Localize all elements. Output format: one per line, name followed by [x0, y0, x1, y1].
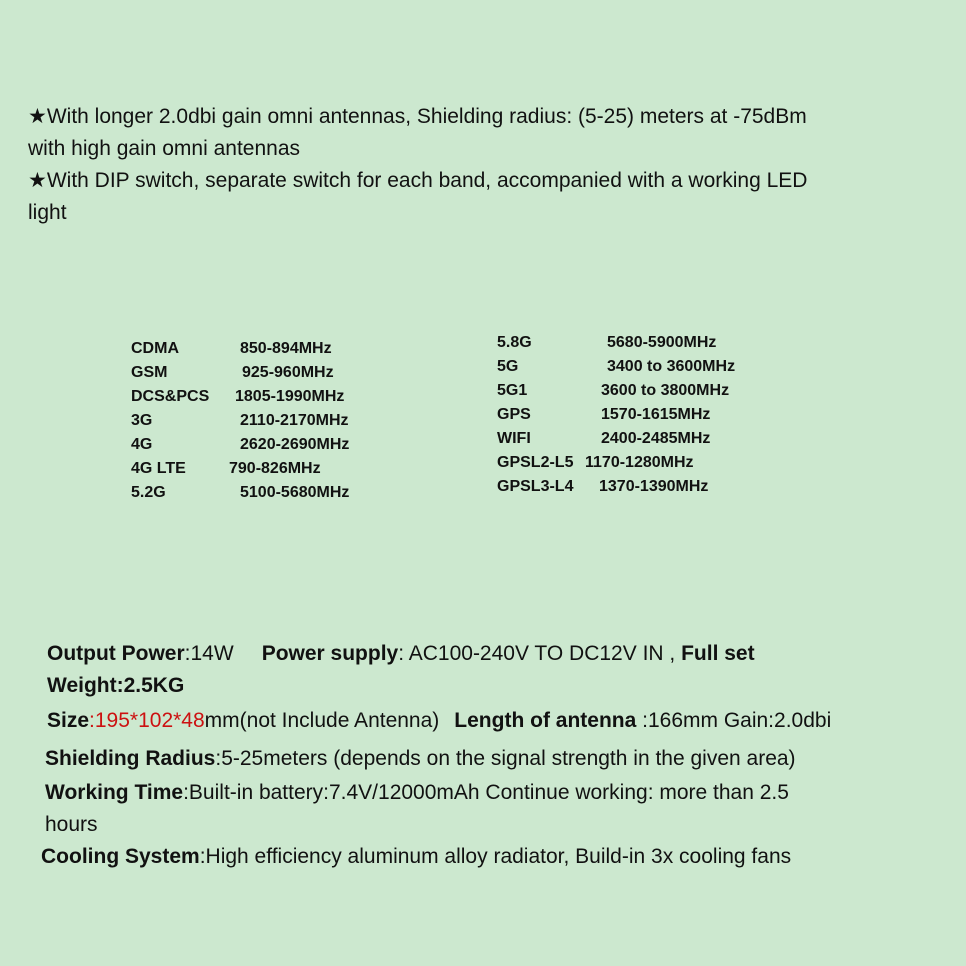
band-name: DCS&PCS [131, 388, 210, 405]
full-set-label: Full set [681, 642, 755, 665]
band-row [131, 361, 411, 385]
band-name: 5.2G [131, 484, 166, 501]
band-row [497, 355, 797, 379]
spec-weight-line [47, 674, 184, 698]
band-row [131, 481, 411, 505]
cooling-value: :High efficiency aluminum alloy radiator, Build-in 3x cooling fans [199, 845, 792, 868]
antenna-length-value: :166mm Gain:2.0dbi [636, 709, 832, 732]
band-name: 3G [131, 412, 153, 429]
band-name: 4G LTE [131, 460, 186, 477]
band-name: 5G [497, 358, 519, 375]
band-range: 790-826MHz [229, 460, 321, 477]
band-name: GSM [131, 364, 168, 381]
band-name: 4G [131, 436, 153, 453]
working-time-label: Working Time [45, 781, 184, 804]
band-name: 5G1 [497, 382, 528, 399]
spec-cooling-line [41, 845, 791, 869]
band-range: 850-894MHz [240, 340, 332, 357]
output-power-label: Output Power [47, 642, 185, 665]
band-row [497, 331, 797, 355]
feature-item: ★With longer 2.0dbi gain omni antennas, Shielding radius: (5-25) meters at -75dBm with high gain omni antennas [28, 105, 807, 160]
band-row [131, 409, 411, 433]
band-range: 1570-1615MHz [601, 406, 711, 423]
spec-working-time-line [45, 781, 789, 805]
band-table-left [131, 337, 411, 505]
band-row [131, 433, 411, 457]
band-row [497, 379, 797, 403]
shielding-value: :5-25meters (depends on the signal strength in the given area) [215, 747, 796, 770]
feature-list [28, 101, 943, 229]
feature-item: ★With DIP switch, separate switch for each band, accompanied with a working LED light [28, 169, 808, 224]
band-name: 5.8G [497, 334, 532, 351]
star-icon: ★ [28, 105, 47, 128]
power-supply-value: : AC100-240V TO DC12V IN , [398, 642, 676, 665]
band-name: GPSL2-L5 [497, 454, 574, 471]
band-range: 1370-1390MHz [599, 478, 709, 495]
band-name: WIFI [497, 430, 531, 447]
shielding-label: Shielding Radius [45, 747, 216, 770]
band-range: 2400-2485MHz [601, 430, 711, 447]
star-icon: ★ [28, 169, 47, 192]
weight-label: Weight:2.5KG [47, 674, 185, 697]
band-range: 3400 to 3600MHz [607, 358, 736, 375]
cooling-label: Cooling System [41, 845, 200, 868]
band-name: GPS [497, 406, 531, 423]
size-suffix: mm(not Include Antenna) [204, 709, 440, 732]
antenna-length-label: Length of antenna [454, 709, 637, 732]
band-range: 1170-1280MHz [585, 454, 694, 471]
band-range: 3600 to 3800MHz [601, 382, 730, 399]
band-row [497, 451, 797, 475]
power-supply-label: Power supply [261, 642, 399, 665]
band-range: 5680-5900MHz [607, 334, 717, 351]
band-row [497, 403, 797, 427]
output-power-value: :14W [184, 642, 234, 665]
band-range: 5100-5680MHz [240, 484, 350, 501]
spec-size-line [47, 709, 831, 733]
band-name: CDMA [131, 340, 179, 357]
band-range: 925-960MHz [242, 364, 334, 381]
band-range: 2110-2170MHz [240, 412, 349, 429]
size-colon: : [89, 709, 95, 732]
band-range: 1805-1990MHz [235, 388, 345, 405]
band-row [131, 337, 411, 361]
band-row [131, 457, 411, 481]
band-row [131, 385, 411, 409]
spec-output-power-line [47, 642, 755, 666]
size-label: Size [47, 709, 90, 732]
band-table-right [497, 331, 797, 499]
band-row [497, 427, 797, 451]
band-row [497, 475, 797, 499]
band-name: GPSL3-L4 [497, 478, 574, 495]
size-value: 195*102*48 [94, 709, 205, 732]
band-range: 2620-2690MHz [240, 436, 350, 453]
spec-working-time-continued: hours [45, 813, 98, 836]
working-time-value: :Built-in battery:7.4V/12000mAh Continue working: more than 2.5 [183, 781, 789, 804]
spec-shielding-line [45, 747, 796, 771]
